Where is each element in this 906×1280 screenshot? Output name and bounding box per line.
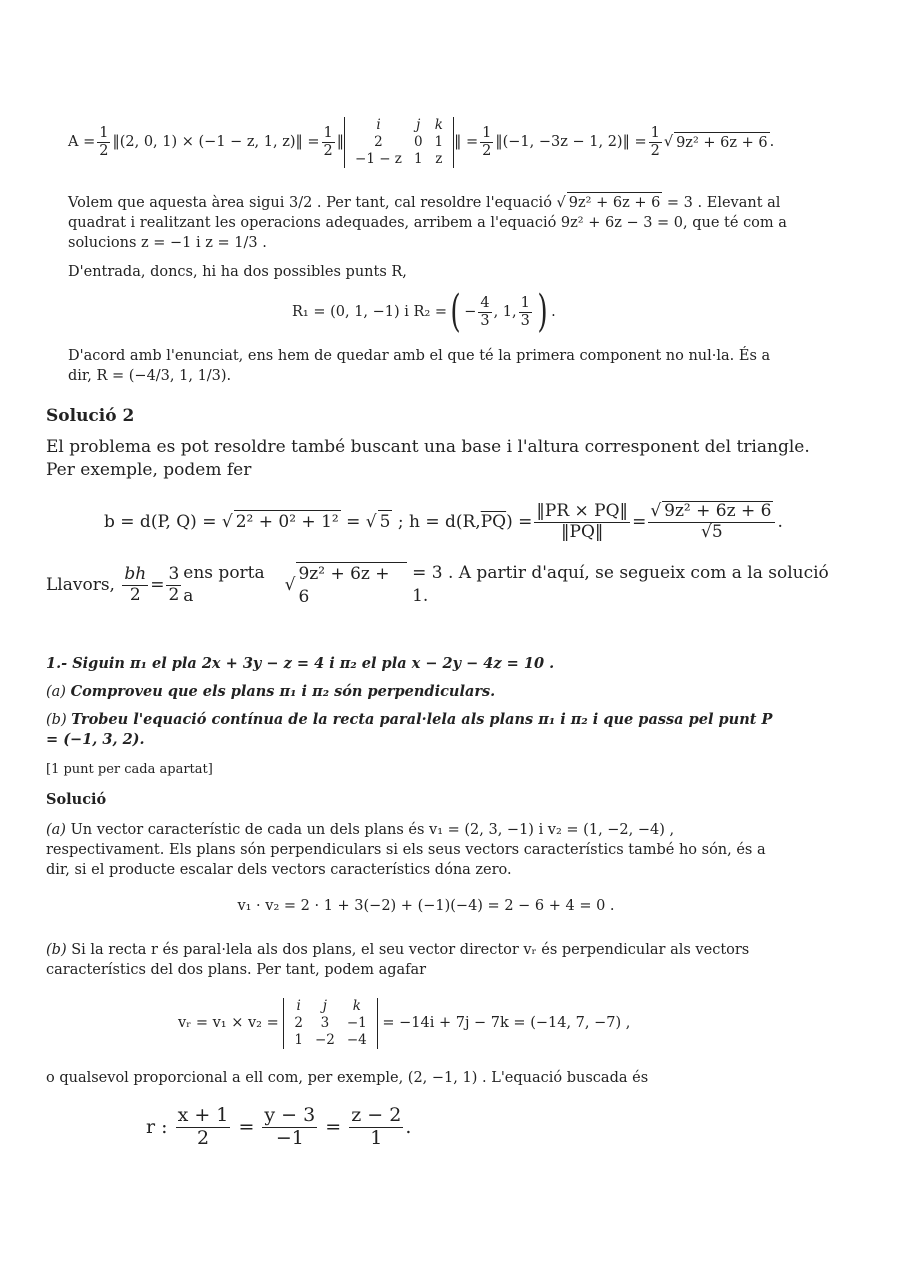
norm-bar: ‖	[336, 134, 345, 150]
solution-part-a: (a) Un vector característic de cada un dels plans és v₁ = (2, 3, −1) i v₂ = (1, −2, −4) , respectivament. Els plans són perpendiculars si els seus vectors característics també ho són, és a dir, si el producte escalar dels vectors característics dóna zero.	[46, 822, 766, 878]
line-equation: r : $\frac{x + 1}{2}$ = $\frac{y - 3}{-1}$ = $\frac{z - 2}{1}$ .	[146, 1103, 412, 1149]
points-formula: R₁ = (0, 1, −1) i R₂ = ( − $\frac{4}{3}$ , 1, $\frac{1}{3}$ ) .	[292, 286, 556, 337]
fraction: $\frac{\text{√ 9z² + 6z + 6}}{√5}$	[648, 501, 775, 542]
determinant-matrix: i j k 2 3 −1 1 −2 −4	[283, 998, 377, 1049]
fraction: $\frac{bh}{2}$	[124, 563, 147, 605]
sqrt-expression: 9z² + 6z + 6	[674, 132, 770, 153]
area-formula: A = $\frac{1}{2}$ ‖(2, 0, 1) × (−1 − z, 1, z)‖ = $\frac{1}{2}$ ‖ i j k 2 0 1 −1 − z 1 z ‖ = $\frac{1}{2}$ ‖(−1, −3z − 1, 2)‖ = $\frac{1}{2}$ √ 9z² + 6z + 6 .	[68, 116, 775, 167]
paragraph-points-intro: D'entrada, doncs, hi ha dos possibles punts R,	[68, 264, 407, 280]
problem-part-b: (b) Trobeu l'equació contínua de la recta paral·lela als plans π₁ i π₂ i que passa pel punt P = (−1, 3, 2).	[46, 711, 773, 748]
fraction: $\frac{1}{2}$	[323, 124, 333, 159]
problem-title: 1.- Siguin π₁ el pla 2x + 3y − z = 4 i π₂ el pla x − 2y − 4z = 10 .	[46, 655, 555, 672]
base-height-formula: b = d(P, Q) = √ 2² + 0² + 1² = √ 5 ; h = d(R, $\overline{PQ}$ ) = $\frac{‖PR \times PQ‖}{‖PQ‖}$ = $\frac{\text{√ 9z² + 6z + 6}}{√5}$ .	[104, 500, 783, 542]
fraction: $\frac{z - 2}{1}$	[351, 1103, 402, 1149]
fraction: $\frac{y - 3}{-1}$	[264, 1103, 316, 1149]
formula-text: ‖ =	[454, 134, 479, 150]
fraction: $\frac{3}{2}$	[168, 563, 180, 605]
cross-product-formula: vᵣ = v₁ × v₂ = i j k 2 3 −1 1 −2 −4 = −14i + 7j − 7k = (−14, 7, −7) ,	[178, 997, 631, 1048]
fraction: $\frac{4}{3}$	[480, 294, 490, 329]
fraction: $\frac{‖PR \times PQ‖}{‖PQ‖}$	[536, 500, 629, 542]
formula-text: A =	[68, 134, 96, 150]
solution-heading: Solució	[46, 791, 107, 808]
points-note: [1 punt per cada apartat]	[46, 762, 213, 777]
problem-part-a: (a) Comproveu que els plans π₁ i π₂ són perpendiculars.	[46, 683, 496, 700]
formula-text: ‖(2, 0, 1) × (−1 − z, 1, z)‖ =	[112, 134, 320, 150]
formula-text: ‖(−1, −3z − 1, 2)‖ =	[495, 134, 647, 150]
fraction: $\frac{1}{2}$	[482, 124, 492, 159]
fraction: $\frac{1}{3}$	[520, 294, 530, 329]
paragraph-area: Volem que aquesta àrea sigui 3/2 . Per tant, cal resoldre l'equació √ 9z² + 6z + 6 = 3 . Elevant al quadrat i realitzant les operacions adequades, arribem a l'equació 9z² + 6z − 3 = 0, que té com a solucions z = −1 i z = 1/3 .	[68, 192, 790, 253]
llavors-line: Llavors, $\frac{bh}{2}$ = $\frac{3}{2}$ ens porta a √ 9z² + 6z + 6 = 3 . A partir d'aquí, se segueix com a la solució 1.	[46, 563, 829, 607]
paragraph-sol2: El problema es pot resoldre també buscant una base i l'altura corresponent del triangle. Per exemple, podem fer	[46, 437, 810, 480]
section-heading: Solució 2	[46, 406, 135, 426]
proportional-text: o qualsevol proporcional a ell com, per exemple, (2, −1, 1) . L'equació buscada és	[46, 1070, 649, 1086]
fraction: $\frac{1}{2}$	[650, 124, 660, 159]
paragraph-conclusion: D'acord amb l'enunciat, ens hem de quedar amb el que té la primera component no nul·la. És a dir, R = (−4/3, 1, 1/3).	[68, 348, 771, 384]
fraction: $\frac{1}{2}$	[99, 124, 109, 159]
determinant-matrix: i j k 2 0 1 −1 − z 1 z	[344, 117, 454, 168]
dot-product-formula: v₁ · v₂ = 2 · 1 + 3(−2) + (−1)(−4) = 2 − 6 + 4 = 0 .	[237, 898, 615, 914]
solution-part-b: (b) Si la recta r és paral·lela als dos plans, el seu vector director vᵣ és perpendicular als vectors característics del dos plans. Per tant, podem agafar	[46, 942, 750, 978]
fraction: $\frac{x + 1}{2}$	[177, 1103, 229, 1149]
